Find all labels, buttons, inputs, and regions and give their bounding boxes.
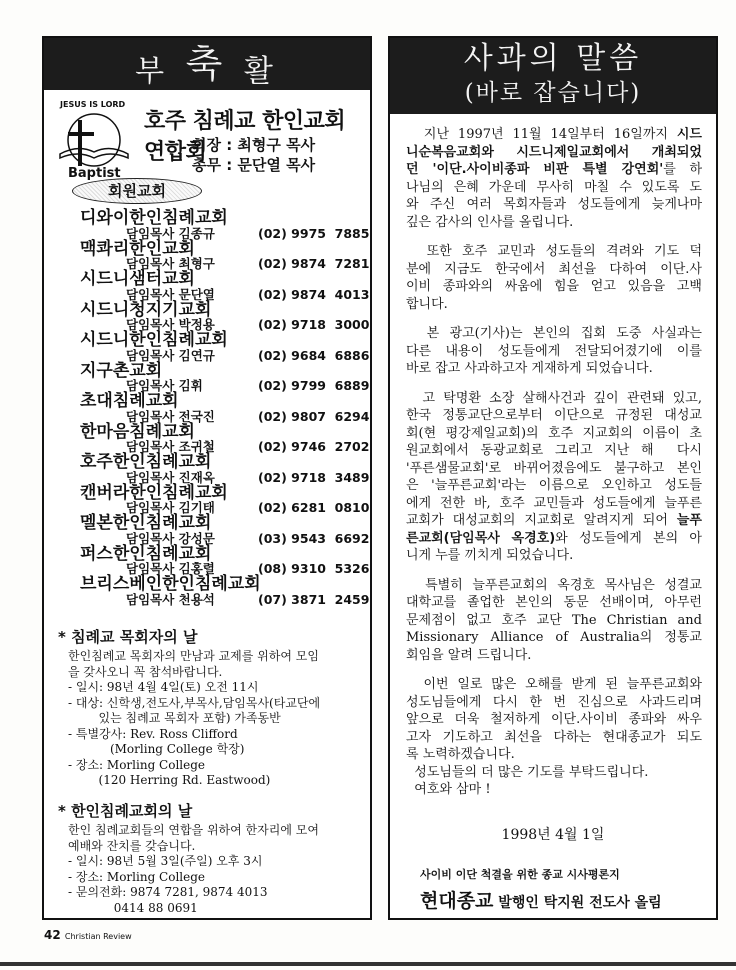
church-item	[80, 360, 370, 394]
event-line: 있는 침례교 목회자 포함) 가족동반	[68, 711, 281, 725]
pastor-name: 담임목사 최형구	[126, 256, 215, 271]
pastor-name: 담임목사 전국진	[126, 408, 215, 424]
pastor-name: 담임목사 진재옥	[126, 469, 215, 485]
text-line	[406, 325, 702, 343]
church-phone: (02) 9718 3000	[258, 317, 370, 332]
pastor-name: 담임목사 김홍렬	[126, 561, 215, 576]
paragraph	[406, 676, 702, 764]
event-line: - 일시: 98년 5월 3일(주일) 오후 3시	[68, 854, 263, 868]
header-char: 축	[185, 42, 229, 86]
church-info	[80, 227, 370, 241]
magazine-name: Christian Review	[64, 932, 132, 941]
text-line	[406, 343, 702, 361]
church-info	[80, 440, 370, 454]
church-phone: (08) 9310 5326	[258, 561, 370, 576]
church-item	[80, 454, 370, 485]
church-phone: (02) 9874 7281	[258, 256, 370, 271]
text-line	[406, 512, 702, 530]
church-item	[80, 332, 370, 363]
event-line: - 문의전화: 9874 7281, 9874 4013	[68, 885, 268, 899]
text-line	[406, 594, 702, 612]
publisher-brand: 현대종교	[420, 890, 494, 912]
church-phone: (02) 9874 4013	[258, 286, 370, 302]
text: 한국 정통교단으로부터 이단으로 규정된 대성교	[406, 408, 702, 423]
church-item	[80, 421, 370, 455]
text-line	[406, 261, 702, 279]
church-list	[80, 210, 370, 607]
org-title: 호주 침례교 한인교회 연합회	[144, 109, 346, 165]
event-line: 0414 88 0691	[68, 900, 198, 915]
text-line	[406, 746, 702, 764]
closing-line: 여호와 삼마 !	[406, 782, 491, 797]
apology-notice	[388, 36, 718, 920]
text-line	[406, 407, 702, 425]
text: 와 성도들에게 본의 아	[555, 530, 702, 546]
header-char: 부	[135, 54, 171, 89]
church-info	[80, 532, 370, 546]
text: 원교회에서 동광교회로 그리고 지난 해 다시	[406, 443, 702, 458]
text: 본 광고(기사)는 본인의 집회 도중 사실과는	[406, 326, 702, 341]
text: 깊은 감사의 인사를 올립니다.	[406, 214, 574, 230]
apology-title: 사과의 말씀	[463, 41, 643, 76]
event-line: - 특별강사: Rev. Ross Clifford	[68, 726, 238, 741]
text-line	[406, 477, 702, 495]
text: 고자 기도하고 최선을 다하는 현대종교가 되도	[406, 729, 702, 745]
text-line	[406, 694, 702, 712]
text: '푸른샘물교회'로 바뀌어졌음에도 불구하고 본인	[406, 460, 702, 476]
text: 은 '늘푸른교회'라는 이름으로 오인하고 성도들	[406, 478, 702, 493]
church-name: 한마음침례교회	[80, 421, 195, 442]
text-line	[406, 179, 702, 197]
pastor-name: 담임목사 조귀철	[126, 439, 215, 454]
event-line: 한인침례교 목회자의 만남과 교제를 위하여 모임	[68, 649, 319, 663]
text: 고 탁명환 소장 살해사건과 깊이 관련돼 있고,	[406, 390, 702, 406]
pastor-name: 담임목사 김연규	[126, 347, 215, 363]
text-line	[406, 243, 702, 261]
text-line	[406, 126, 702, 144]
paragraph	[406, 243, 702, 313]
event-line: 예배와 잔치를 갖습니다.	[68, 838, 196, 853]
church-phone: (02) 9975 7885	[258, 225, 370, 241]
church-item	[80, 238, 370, 272]
text: 지난 1997년 11월 14일부터 16일까지	[406, 127, 677, 142]
text: 합니다.	[406, 296, 448, 312]
event-line: - 장소: Morling College	[68, 757, 206, 772]
apology-header	[390, 38, 716, 114]
event-title: * 침례교 목회자의 날	[58, 628, 198, 646]
member-churches-badge: 회원교회	[72, 178, 202, 204]
apology-subtitle: (바로 잡습니다)	[464, 80, 642, 106]
church-name: 시드니청지기교회	[80, 299, 212, 320]
text: 다른 내용이 성도들에게 전달되어졌기에 이를	[406, 343, 702, 359]
text-line	[406, 577, 702, 595]
church-info	[80, 593, 370, 607]
church-name: 시드니샘터교회	[80, 269, 195, 289]
text-line	[406, 530, 702, 548]
text: 에게 전한 바, 호주 교민들과 성도들에게 늘푸른	[406, 495, 702, 511]
text: 분에 지금도 한국에서 최선을 다하여 이단.사	[406, 261, 702, 277]
text: Missionary Alliance of Australia의 정통교	[406, 630, 702, 645]
text-line	[406, 547, 702, 565]
bold-text: 른교회(담임목사 옥경호)	[406, 530, 556, 546]
text-line	[406, 390, 702, 408]
church-phone: (02) 9684 6886	[258, 347, 370, 363]
text-line	[406, 676, 702, 694]
church-info	[80, 257, 370, 271]
text-line	[406, 711, 702, 729]
text: 회임을 알려 드립니다.	[406, 647, 532, 663]
text-line	[406, 296, 702, 314]
bold-text: 늘푸	[676, 513, 702, 528]
text: 록 노력하겠습니다.	[406, 747, 515, 762]
church-phone: (02) 9746 2702	[258, 439, 370, 454]
church-name: 호주한인침례교회	[80, 452, 212, 472]
bold-text: 시드	[676, 127, 702, 142]
event-line: 한인 침례교회들의 연합을 위하여 한자리에 모여	[68, 823, 319, 837]
easter-header	[44, 38, 370, 90]
church-item	[80, 271, 370, 302]
closing-line: 성도님들의 더 많은 기도를 부탁드립니다.	[406, 764, 649, 780]
church-item	[80, 576, 370, 607]
text: 회(현 평강제일교회)의 호주 지교회의 이름이 초	[406, 425, 702, 441]
text: 문제점이 없고 호주 교단 The Christian and	[406, 612, 702, 628]
text: 또한 호주 교민과 성도들의 격려와 기도 덕	[406, 244, 702, 259]
paragraph	[406, 325, 702, 378]
text-line	[406, 612, 702, 630]
church-name: 초대침례교회	[80, 391, 179, 411]
church-item	[80, 210, 370, 241]
text: 와 주신 여러 목회자들과 성도들에게 늦게나마	[406, 197, 702, 212]
text: 니게 누를 끼치게 되었습니다.	[406, 548, 574, 563]
pastor-name: 담임목사 강성문	[126, 530, 215, 546]
church-phone: (02) 9807 6294	[258, 408, 370, 424]
church-info	[80, 318, 370, 332]
event-line: (Morling College 학장)	[68, 742, 245, 756]
text: 앞으로 더욱 철저하게 이단.사이비 종파와 싸우	[406, 712, 702, 727]
text: 이번 일로 많은 오해를 받게 된 늘푸른교회와	[406, 677, 702, 692]
pastor-name: 담임목사 김종규	[126, 225, 215, 241]
publisher-sign: 발행인 탁지원 전도사 올림	[493, 895, 662, 911]
bold-text: 니순복음교회와 시드니제일교회에서 개최되었	[406, 144, 702, 160]
logo-motto: JESUS IS LORD	[60, 100, 126, 109]
church-phone: (02) 9718 3489	[258, 469, 370, 485]
event-line: 을 갖사오니 꼭 참석바랍니다.	[68, 664, 223, 679]
church-info	[80, 501, 370, 515]
church-info	[80, 379, 370, 393]
event-line: - 일시: 98년 4월 4일(토) 오전 11시	[68, 680, 259, 694]
event-line: - 장소: Morling College	[68, 869, 206, 884]
officer-president: 회장 : 최형구 목사	[192, 136, 316, 154]
church-phone: (07) 3871 2459	[258, 591, 370, 607]
text-line	[406, 214, 702, 232]
notice-date: 1998년 4월 1일	[501, 827, 605, 843]
page-number: 42	[44, 928, 61, 942]
text-line	[406, 729, 702, 747]
publisher-signature	[420, 886, 662, 913]
church-info	[80, 471, 370, 485]
text: 대학교를 졸업한 본인의 동문 선배이며, 아무런	[406, 595, 702, 610]
church-item	[80, 393, 370, 424]
pastor-name: 담임목사 김휘	[126, 378, 203, 393]
church-phone: (03) 9543 6692	[258, 530, 370, 546]
event-title: * 한인침례교회의 날	[58, 802, 193, 820]
text-line	[406, 629, 702, 647]
text-line	[406, 144, 702, 162]
paragraph	[406, 126, 702, 231]
church-phone: (02) 9799 6889	[258, 378, 370, 393]
text: 바로 잡고 사과하고자 게재하게 되었습니다.	[406, 361, 653, 376]
text: 교회가 대성교회의 지교회로 알려지게 되어	[406, 513, 677, 528]
text-line	[406, 161, 702, 179]
pastor-name: 담임목사 문단열	[126, 286, 215, 302]
church-item	[80, 515, 370, 546]
page-edge	[0, 962, 736, 966]
church-item	[80, 299, 370, 333]
church-name: 맥콰리한인교회	[80, 238, 195, 259]
text: 를 하	[663, 162, 703, 177]
text-line	[406, 442, 702, 460]
publisher-tagline: 사이비 이단 척결을 위한 종교 시사평론지	[420, 868, 620, 881]
text: 나님의 은혜 가운데 무사히 마칠 수 있도록 도	[406, 179, 702, 195]
text-line	[406, 196, 702, 214]
event-churches-day	[58, 802, 358, 916]
text-line	[406, 360, 702, 378]
event-line: (120 Herring Rd. Eastwood)	[68, 773, 271, 787]
paragraph	[406, 390, 702, 565]
bold-text: 던 '이단.사이비종파 비판 특별 강연회'	[406, 162, 664, 177]
church-name: 퍼스한인침례교회	[80, 543, 212, 564]
event-pastors-day	[58, 628, 358, 789]
pastor-name: 담임목사 천용석	[126, 591, 215, 607]
church-name: 브리스베인한인침례교회	[80, 574, 261, 594]
church-name: 캔버라한인침례교회	[80, 482, 228, 503]
church-info	[80, 562, 370, 576]
church-item	[80, 482, 370, 516]
officer-secretary: 총무 : 문단열 목사	[192, 156, 316, 174]
text-line	[406, 495, 702, 513]
church-item	[80, 543, 370, 577]
church-info	[80, 288, 370, 302]
church-name: 디와이한인침례교회	[80, 208, 228, 228]
text-line	[406, 278, 702, 296]
text-line	[406, 460, 702, 478]
church-name: 멜본한인침례교회	[80, 513, 212, 533]
logo-label: Baptist	[68, 166, 121, 181]
text-line	[406, 647, 702, 665]
apology-body	[406, 126, 702, 799]
church-phone: (02) 6281 0810	[258, 500, 370, 515]
church-info	[80, 410, 370, 424]
text: 특별히 늘푸른교회의 옥경호 목사님은 성결교	[406, 577, 702, 593]
pastor-name: 담임목사 김기태	[126, 500, 215, 515]
baptist-logo	[50, 98, 134, 182]
church-info	[80, 349, 370, 363]
header-char: 활	[243, 54, 279, 89]
page-footer	[44, 928, 132, 942]
pastor-name: 담임목사 박정용	[126, 317, 215, 332]
church-name: 시드니한인침례교회	[80, 330, 228, 350]
text: 이비 종파와의 싸움에 힘을 얻고 있음을 고백	[406, 279, 702, 294]
easter-greeting-ad	[42, 36, 372, 920]
event-line: - 대상: 신학생,전도사,부목사,담임목사(타교단에	[68, 695, 321, 710]
text-line	[406, 425, 702, 443]
paragraph	[406, 577, 702, 665]
text: 성도님들에게 다시 한 번 진심으로 사과드리며	[406, 694, 702, 710]
church-name: 지구촌교회	[80, 360, 163, 381]
